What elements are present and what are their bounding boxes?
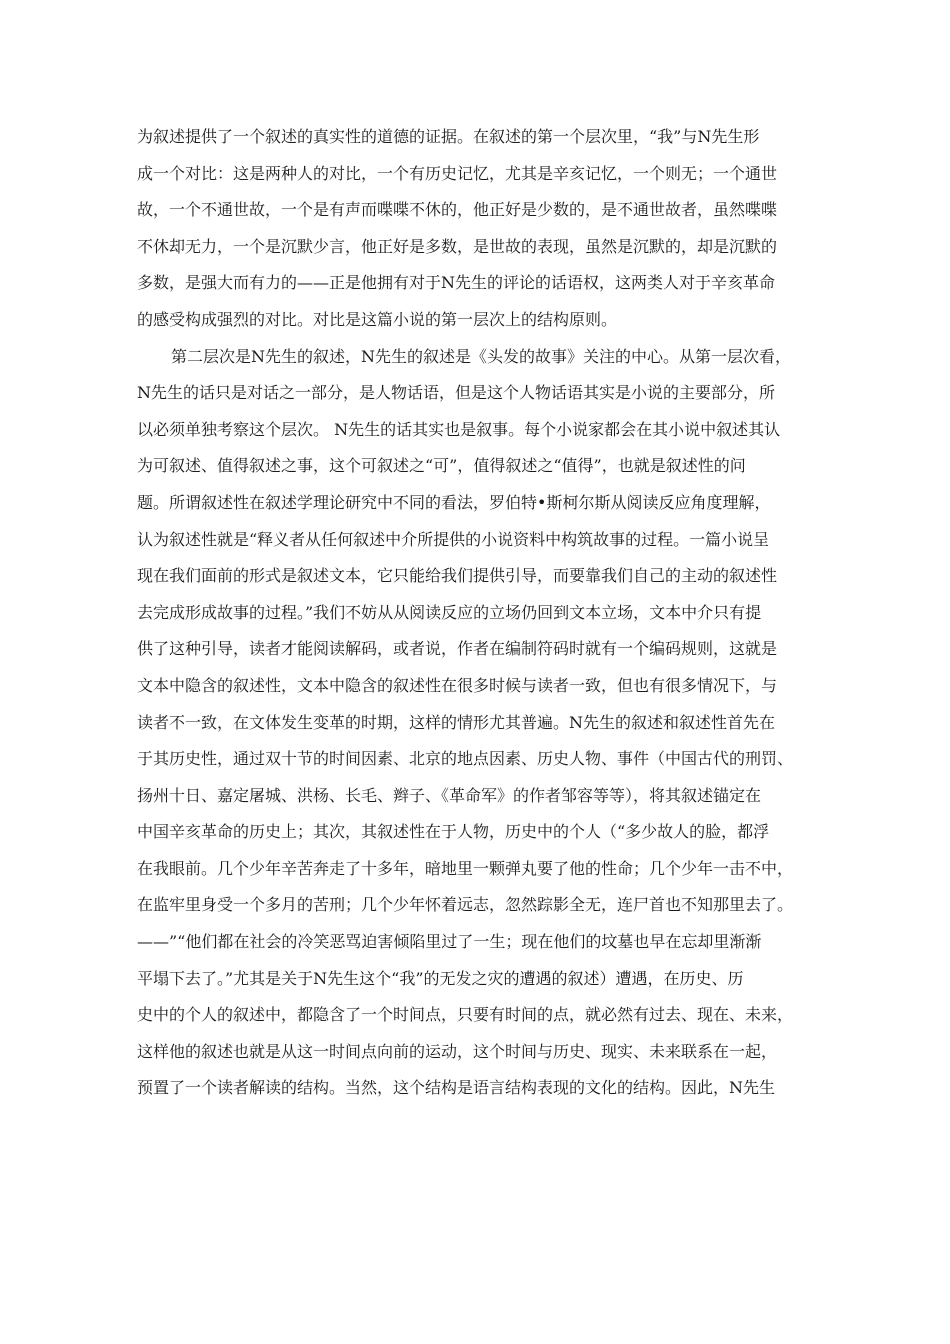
body-text <box>137 119 827 1107</box>
text-line: 以必须单独考察这个层次。 N先生的话其实也是叙事。每个小说家都会在其小说中叙述其认 <box>137 419 781 439</box>
text-line: 不休却无力，一个是沉默少言，他正好是多数，是世故的表现，虽然是沉默的，却是沉默的 <box>137 236 778 256</box>
text-line: 中国辛亥革命的历史上；其次，其叙述性在于人物，历史中的个人（“多少故人的脸，都浮 <box>137 822 770 842</box>
text-line: 扬州十日、嘉定屠城、洪杨、长毛、辫子、《革命军》的作者邹容等等），将其叙述锚定在 <box>137 785 762 805</box>
text-line: 故，一个不通世故，一个是有声而喋喋不休的，他正好是少数的，是不通世故者，虽然喋喋 <box>137 200 778 220</box>
text-line: 为可叙述、值得叙述之事，这个可叙述之“可”，值得叙述之“值得”，也就是叙述性的问 <box>137 456 746 476</box>
paragraph-start-line: 第二层次是N先生的叙述，N先生的叙述是《头发的故事》关注的中心。从第一层次看， <box>171 346 792 366</box>
text-line: 为叙述提供了一个叙述的真实性的道德的证据。在叙述的第一个层次里，“我”与N先生形 <box>137 127 760 146</box>
text-line: 的感受构成强烈的对比。对比是这篇小说的第一层次上的结构原则。 <box>137 309 618 329</box>
text-line: 多数，是强大而有力的——正是他拥有对于N先生的评论的话语权，这两类人对于辛亥革命 <box>137 273 776 293</box>
text-line: 于其历史性，通过双十节的时间因素、北京的地点因素、历史人物、事件（中国古代的刑罚、 <box>137 749 794 769</box>
text-line: 题。所谓叙述性在叙述学理论研究中不同的看法，罗伯特•斯柯尔斯从阅读反应角度理解， <box>137 492 771 512</box>
text-line: 在监牢里身受一个多月的苦刑；几个少年怀着远志，忽然踪影全无，连尸首也不知那里去了。 <box>137 895 794 915</box>
text-line: 在我眼前。几个少年辛苦奔走了十多年，暗地里一颗弹丸要了他的性命；几个少年一击不中， <box>137 858 794 878</box>
text-line: 认为叙述性就是“释义者从任何叙述中介所提供的小说资料中构筑故事的过程。一篇小说呈 <box>137 529 770 549</box>
text-line: 预置了一个读者解读的结构。当然，这个结构是语言结构表现的文化的结构。因此，N先生 <box>137 1078 776 1098</box>
text-line: 文本中隐含的叙述性，文本中隐含的叙述性在很多时候与读者一致，但也有很多情况下，与 <box>137 675 778 695</box>
text-line: 这样他的叙述也就是从这一时间点向前的运动，这个时间与历史、现实、未来联系在一起， <box>137 1041 778 1061</box>
text-line: 史中的个人的叙述中，都隐含了一个时间点，只要有时间的点，就必然有过去、现在、未来， <box>137 1005 794 1025</box>
text-line: 读者不一致，在文体发生变革的时期，这样的情形尤其普遍。N先生的叙述和叙述性首先在 <box>137 712 776 732</box>
text-line: 成一个对比：这是两种人的对比，一个有历史记忆，尤其是辛亥记忆，一个则无；一个通世 <box>137 163 778 183</box>
text-line: 供了这种引导，读者才能阅读解码，或者说，作者在编制符码时就有一个编码规则，这就是 <box>137 639 778 659</box>
text-line: 去完成形成故事的过程。”我们不妨从从阅读反应的立场仍回到文本立场，文本中介只有提 <box>137 602 762 622</box>
text-line: 平塌下去了。”尤其是关于N先生这个“我”的无发之灾的遭遇的叙述）遭遇，在历史、历 <box>137 968 744 988</box>
text-line: ——”“他们都在社会的冷笑恶骂迫害倾陷里过了一生；现在他们的坟墓也早在忘却里渐渐 <box>137 932 762 952</box>
text-line: N先生的话只是对话之一部分，是人物话语，但是这个人物话语其实是小说的主要部分，所 <box>137 383 776 403</box>
text-line: 现在我们面前的形式是叙述文本，它只能给我们提供引导，而要靠我们自己的主动的叙述性 <box>137 566 778 586</box>
